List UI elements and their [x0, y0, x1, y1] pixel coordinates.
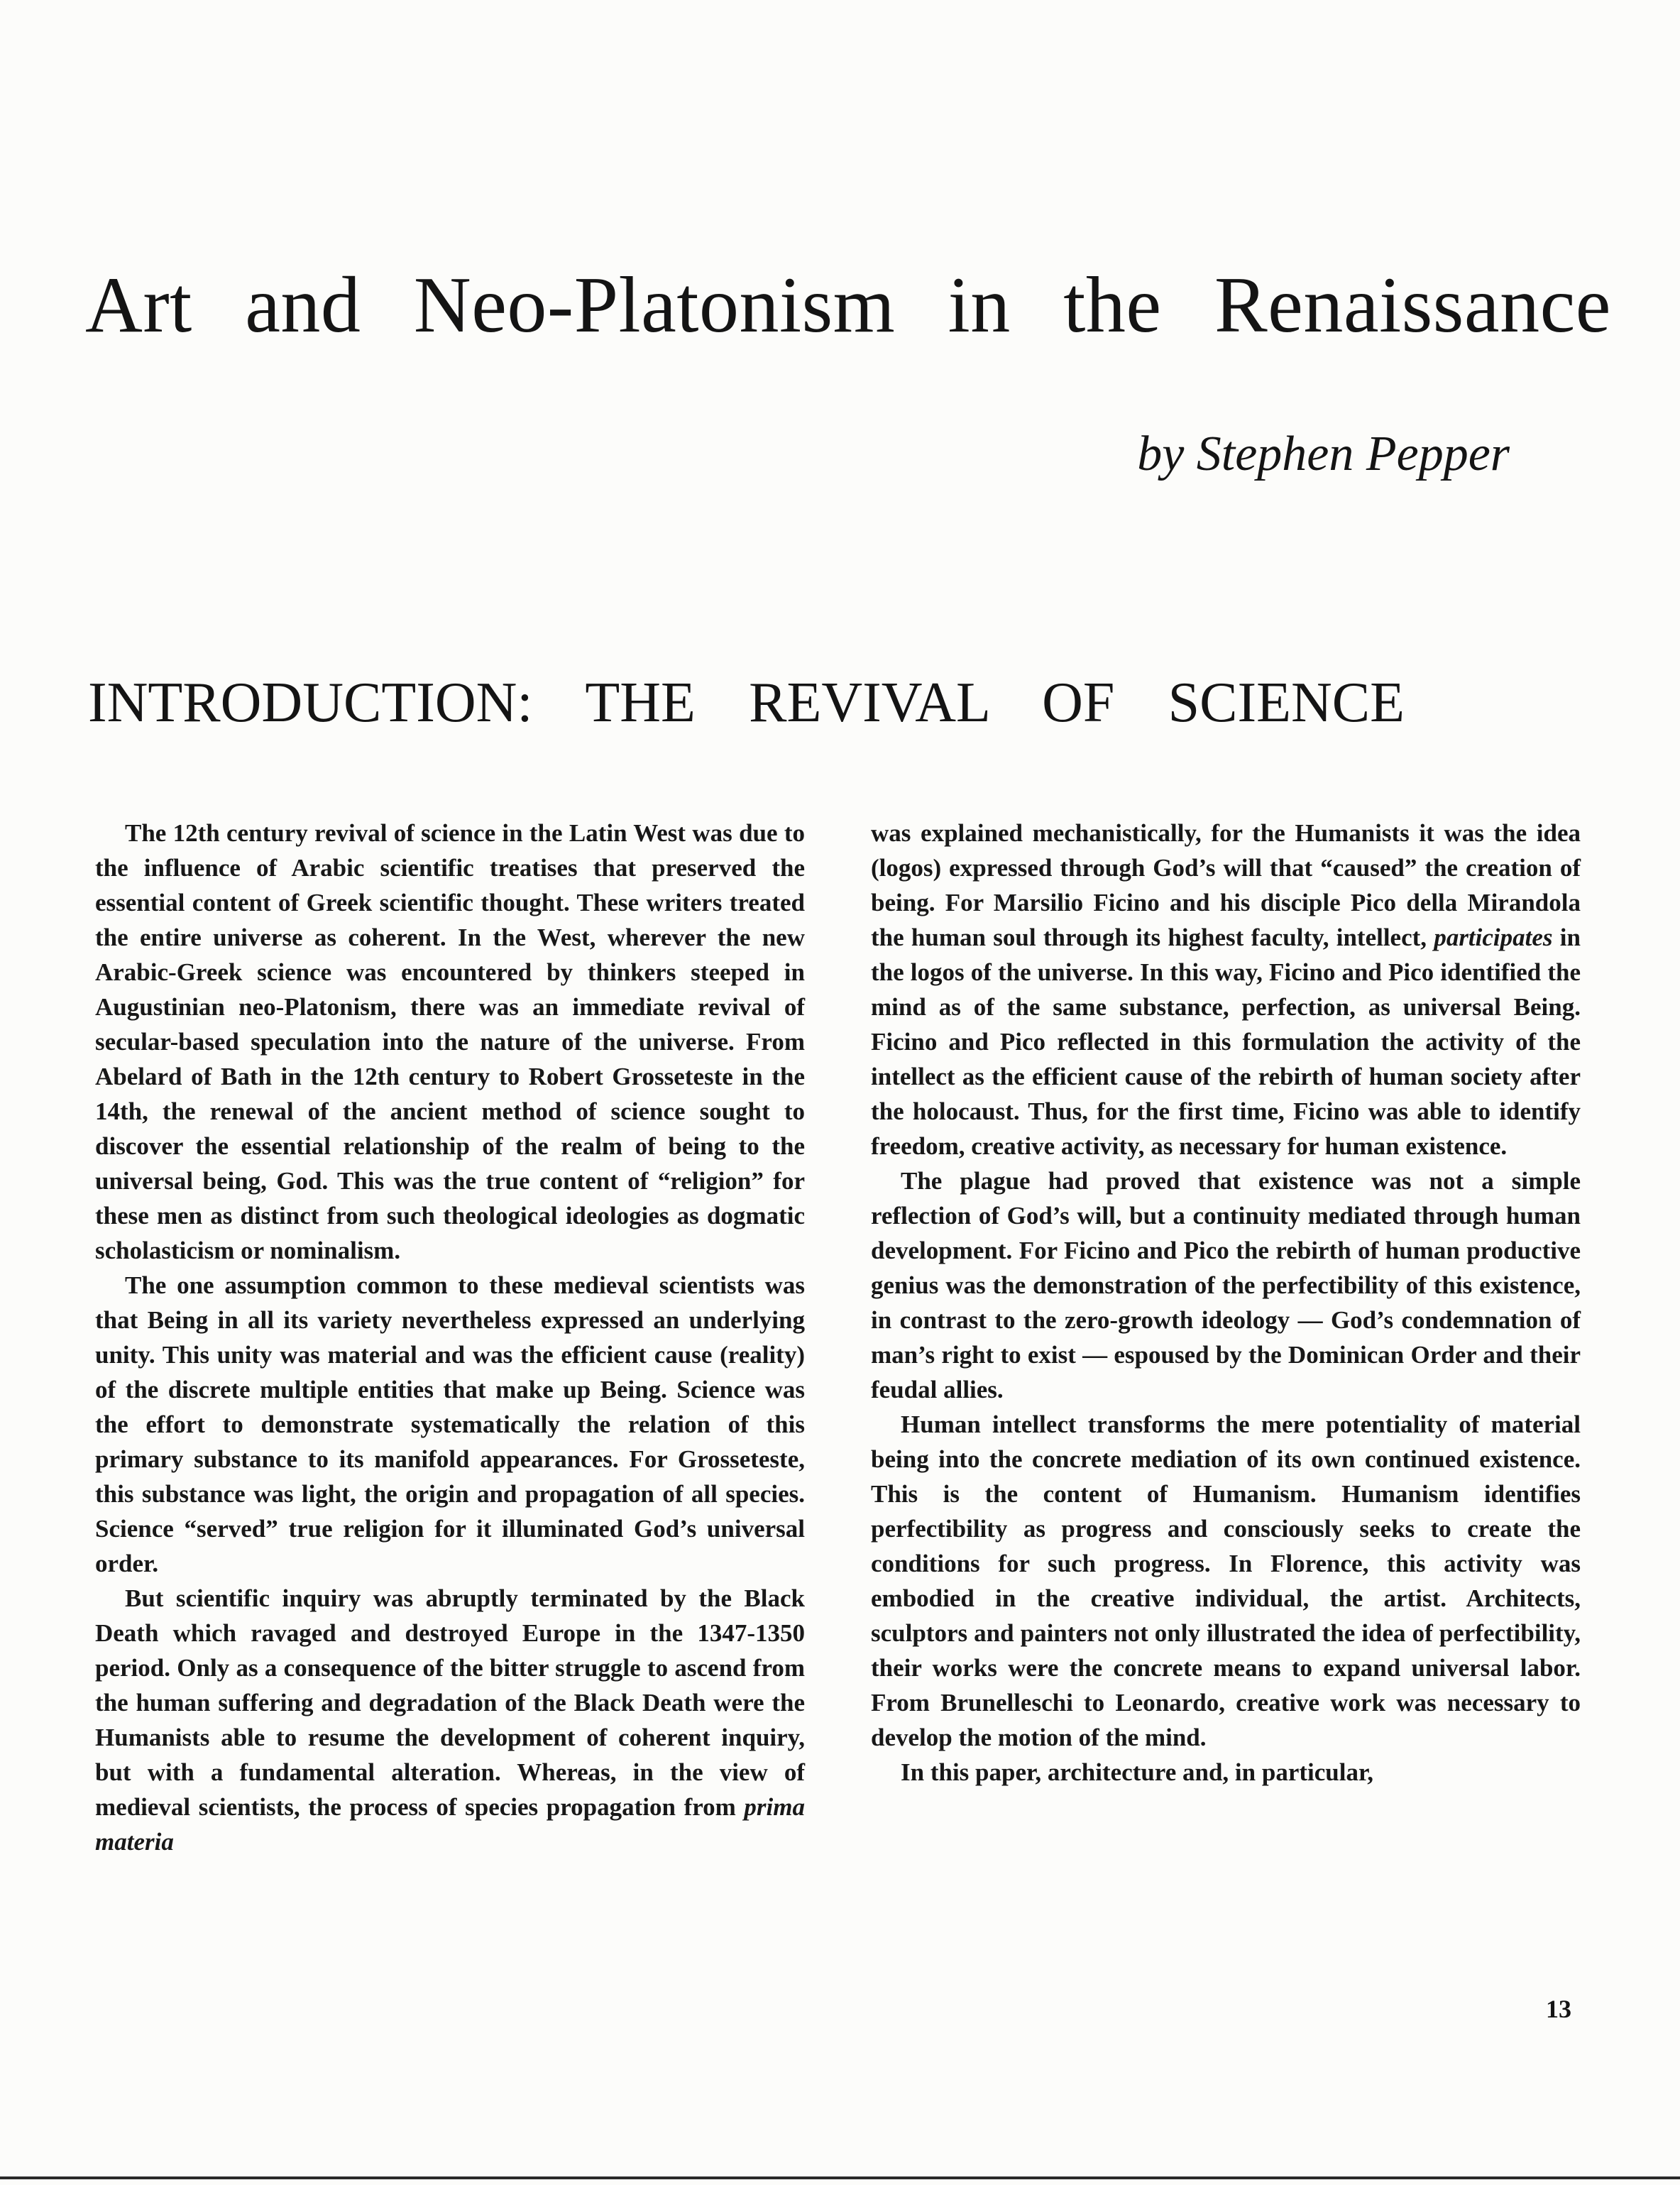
paragraph-text: But scientific inquiry was abruptly terminated by the Black Death which ravaged and destroyed Europe in the 1347-1350 period. Only as a consequence of the bitter struggle to ascend from the human suffering and degradation of the Black Death were the Humanists able to resume the development of coherent inquiry, but with a fundamental alteration. Whereas, in the view of medieval scientists, the process of species propagation from: [95, 1584, 805, 1821]
paragraph-text: was explained mechanistically, for the Humanists it was the idea (logos) expressed through God’s will that “caused” the creation of being. For Marsilio Ficino and his disciple Pico della Mirandola the human soul through its highest faculty, intellect,: [871, 819, 1581, 951]
paragraph: Human intellect transforms the mere potentiality of material being into the concrete mediation of its own continued existence. This is the content of Humanism. Humanism identifies perfectibility as progress and consciously seeks to create the conditions for such progress. In Florence, this activity was embodied in the creative individual, the artist. Architects, sculptors and painters not only illustrated the idea of perfectibility, their works were the concrete means to expand universal labor. From Brunelleschi to Leonardo, creative work was necessary to develop the motion of the mind.: [871, 1411, 1581, 1751]
italic-term: prima materia: [95, 1793, 805, 1856]
left-column: [95, 816, 805, 1859]
italic-term: participates: [1434, 924, 1553, 951]
paragraph: In this paper, architecture and, in particular,: [901, 1758, 1374, 1786]
right-column: [871, 816, 1581, 1790]
section-heading: INTRODUCTION: THE REVIVAL OF SCIENCE: [88, 672, 1405, 734]
bottom-rule: [0, 2176, 1680, 2179]
paragraph: The plague had proved that existence was not a simple reflection of God’s will, but a continuity mediated through human development. For Ficino and Pico the rebirth of human productive genius was the demonstration of the perfectibility of this existence, in contrast to the zero-growth ideology — God’s condemnation of man’s right to exist — espoused by the Dominican Order and their feudal allies.: [871, 1167, 1581, 1403]
article-title: Art and Neo-Platonism in the Renaissance: [85, 261, 1611, 349]
paragraph: The 12th century revival of science in the Latin West was due to the influence of Arabic scientific treatises that preserved the essential content of Greek scientific thought. These writers treated the entire universe as coherent. In the West, wherever the new Arabic-Greek science was encountered by thinkers steeped in Augustinian neo-Platonism, there was an immediate revival of secular-based speculation into the nature of the universe. From Abelard of Bath in the 12th century to Robert Grosseteste in the 14th, the renewal of the ancient method of science sought to discover the essential relationship of the realm of being to the universal being, God. This was the true content of “religion” for these men as distinct from such theological ideologies as dogmatic scholasticism or nominalism.: [95, 819, 805, 1264]
paragraph: The one assumption common to these medieval scientists was that Being in all its variety nevertheless expressed an underlying unity. This unity was material and was the efficient cause (reality) of the discrete multiple entities that make up Being. Science was the effort to demonstrate systematically the relation of this primary substance to its manifold appearances. For Grosseteste, this substance was light, the origin and propagation of all species. Science “served” true religion for it illuminated God’s universal order.: [95, 1271, 805, 1577]
paragraph: [871, 816, 1581, 1163]
paragraph: [95, 1581, 805, 1859]
byline: by Stephen Pepper: [1137, 427, 1510, 481]
page-number: 13: [1546, 1995, 1571, 2023]
paragraph-text: in the logos of the universe. In this way, Ficino and Pico identified the mind as of the same substance, perfection, as universal Being. Ficino and Pico reflected in this formulation the activity of the intellect as the efficient cause of the rebirth of human society after the holocaust. Thus, for the first time, Ficino was able to identify freedom, creative activity, as necessary for human existence.: [871, 924, 1581, 1160]
